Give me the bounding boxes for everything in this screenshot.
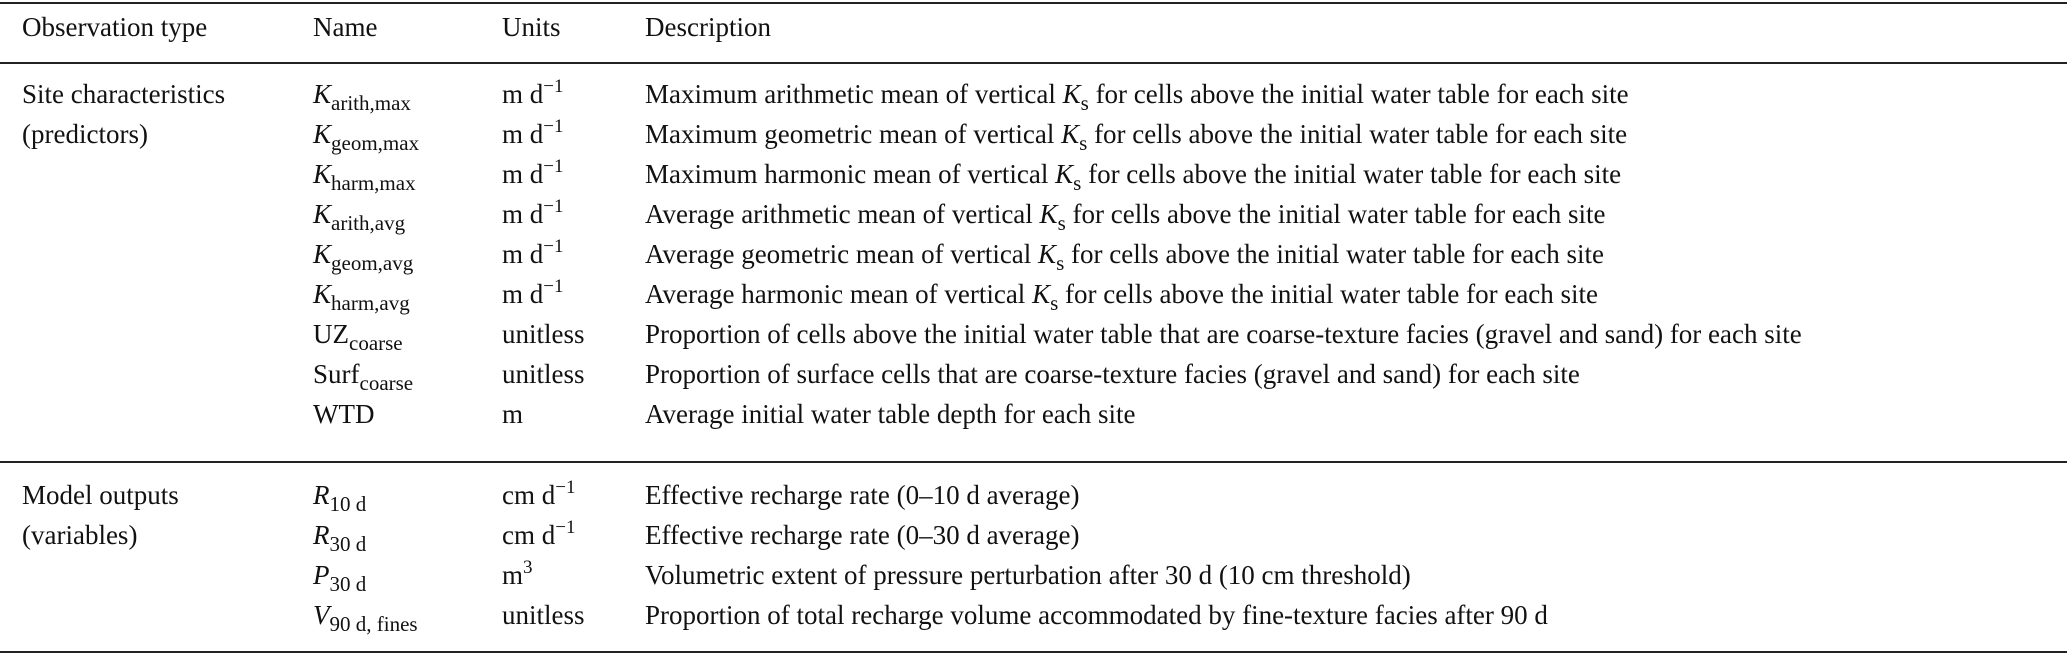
row-name [313, 520, 367, 556]
row-description-text: Effective recharge rate (0–10 d average) [645, 480, 1080, 510]
table-top-rule [0, 2, 2067, 4]
row-name-symbol: K [313, 119, 332, 149]
row-description-subscript: s [1056, 251, 1065, 275]
row-name [313, 399, 374, 429]
row-description [645, 319, 1802, 349]
row-name-subscript: geom,max [331, 131, 420, 155]
row-units-exponent: 3 [523, 557, 533, 578]
group-type-label-sub: (predictors) [22, 119, 148, 149]
row-units-base: cm d [502, 520, 556, 550]
row-units-base: unitless [502, 359, 585, 389]
row-name [313, 199, 406, 235]
row-description-text: Proportion of surface cells that are coarse-texture facies (gravel and sand) for each site [645, 359, 1580, 389]
row-units-base: unitless [502, 319, 585, 349]
row-units-exponent: −1 [543, 196, 564, 217]
row-name-symbol: K [313, 159, 332, 189]
row-name-symbol: Surf [313, 359, 360, 389]
row-units [502, 76, 564, 113]
row-units [502, 359, 585, 389]
row-description-text: for cells above the initial water table for each site [1065, 199, 1606, 229]
group-type-label-sub: (variables) [22, 520, 138, 550]
group-separator-rule [0, 461, 2067, 463]
row-name-symbol: K [313, 279, 332, 309]
row-description-text: Proportion of cells above the initial water table that are coarse-texture facies (gravel and sand) for each site [645, 319, 1802, 349]
row-units [502, 399, 523, 429]
row-description-symbol: K [1032, 279, 1051, 309]
row-units-exponent: −1 [543, 156, 564, 177]
row-name [313, 319, 403, 355]
header-description: Description [645, 12, 771, 42]
row-description-symbol: K [1062, 79, 1081, 109]
header-units: Units [502, 12, 561, 42]
row-description-text: Average geometric mean of vertical [645, 239, 1039, 269]
row-description-text: Proportion of total recharge volume accommodated by fine-texture facies after 90 d [645, 600, 1548, 630]
row-name [313, 159, 416, 195]
row-name-subscript: arith,avg [331, 211, 406, 235]
row-units-exponent: −1 [555, 517, 576, 538]
row-units [502, 319, 585, 349]
group-type-label: Model outputs [22, 480, 179, 510]
row-description-text: Maximum geometric mean of vertical [645, 119, 1062, 149]
header-observation-type: Observation type [22, 12, 208, 42]
row-description-text: Average harmonic mean of vertical [645, 279, 1033, 309]
row-description-text: for cells above the initial water table for each site [1087, 119, 1628, 149]
row-description [645, 560, 1411, 590]
row-description-text: Volumetric extent of pressure perturbation after 30 d (10 cm threshold) [645, 560, 1411, 590]
row-units-base: m d [502, 199, 544, 229]
header-rule [0, 62, 2067, 64]
row-name-symbol: R [313, 520, 330, 550]
row-name-symbol: UZ [313, 319, 349, 349]
row-description [645, 359, 1580, 389]
row-units [502, 276, 564, 313]
row-name-subscript: coarse [359, 371, 414, 395]
row-units [502, 557, 533, 594]
row-name-symbol: K [313, 79, 332, 109]
row-description [645, 600, 1548, 630]
row-name-subscript: 10 d [329, 492, 367, 516]
row-name [313, 119, 420, 155]
row-description-symbol: K [1055, 159, 1074, 189]
row-name [313, 279, 410, 315]
row-description [645, 79, 1629, 115]
row-description-text: for cells above the initial water table for each site [1058, 279, 1599, 309]
row-description-text: Effective recharge rate (0–30 d average) [645, 520, 1080, 550]
row-name-subscript: harm,max [331, 171, 416, 195]
row-description-text: Maximum arithmetic mean of vertical [645, 79, 1063, 109]
row-name-subscript: 30 d [329, 572, 367, 596]
row-description-symbol: K [1039, 199, 1058, 229]
row-name-symbol: R [313, 480, 330, 510]
row-units-exponent: −1 [543, 236, 564, 257]
row-description-text: for cells above the initial water table for each site [1064, 239, 1605, 269]
row-units-base: cm d [502, 480, 556, 510]
row-description [645, 199, 1606, 235]
row-description-text: Average arithmetic mean of vertical [645, 199, 1040, 229]
row-name-symbol: K [313, 199, 332, 229]
row-description [645, 480, 1080, 510]
row-name-symbol: WTD [313, 399, 375, 429]
row-description-text: for cells above the initial water table for each site [1081, 159, 1622, 189]
row-name [313, 359, 414, 395]
row-units [502, 477, 576, 514]
row-description-text: Maximum harmonic mean of vertical [645, 159, 1056, 189]
row-name-subscript: coarse [349, 331, 403, 355]
row-description-text: for cells above the initial water table for each site [1088, 79, 1629, 109]
row-units-base: m d [502, 159, 544, 189]
row-units [502, 156, 564, 193]
row-name [313, 239, 414, 275]
row-units-base: m d [502, 119, 544, 149]
row-name [313, 600, 418, 636]
row-description [645, 279, 1599, 315]
row-name-subscript: harm,avg [331, 291, 410, 315]
row-units-exponent: −1 [555, 477, 576, 498]
row-units-base: m d [502, 79, 544, 109]
row-name [313, 480, 367, 516]
row-description [645, 399, 1136, 429]
row-units-exponent: −1 [543, 76, 564, 97]
row-description-subscript: s [1073, 171, 1082, 195]
row-description [645, 520, 1080, 550]
row-description [645, 239, 1605, 275]
group-type-label: Site characteristics [22, 79, 226, 109]
row-description-symbol: K [1038, 239, 1057, 269]
row-units-base: m [502, 399, 524, 429]
row-units [502, 517, 576, 554]
row-units [502, 236, 564, 273]
row-description-subscript: s [1057, 211, 1066, 235]
row-name-symbol: P [313, 560, 330, 590]
row-name-subscript: geom,avg [331, 251, 414, 275]
row-name-subscript: 90 d, fines [329, 612, 418, 636]
row-units [502, 600, 585, 630]
row-description-subscript: s [1080, 91, 1089, 115]
row-units-base: m d [502, 239, 544, 269]
row-name [313, 79, 411, 115]
row-name-subscript: 30 d [329, 532, 367, 556]
row-name-symbol: V [313, 600, 330, 630]
row-units-exponent: −1 [543, 116, 564, 137]
row-description-subscript: s [1050, 291, 1059, 315]
row-units-base: m [502, 560, 524, 590]
row-name-symbol: K [313, 239, 332, 269]
row-units-base: unitless [502, 600, 585, 630]
row-description-symbol: K [1061, 119, 1080, 149]
row-description [645, 159, 1622, 195]
row-description [645, 119, 1628, 155]
row-units [502, 196, 564, 233]
row-description-text: Average initial water table depth for each site [645, 399, 1136, 429]
header-name: Name [313, 12, 378, 42]
row-units-base: m d [502, 279, 544, 309]
row-name [313, 560, 367, 596]
row-units-exponent: −1 [543, 276, 564, 297]
row-name-subscript: arith,max [331, 91, 411, 115]
row-description-subscript: s [1079, 131, 1088, 155]
row-units [502, 116, 564, 153]
